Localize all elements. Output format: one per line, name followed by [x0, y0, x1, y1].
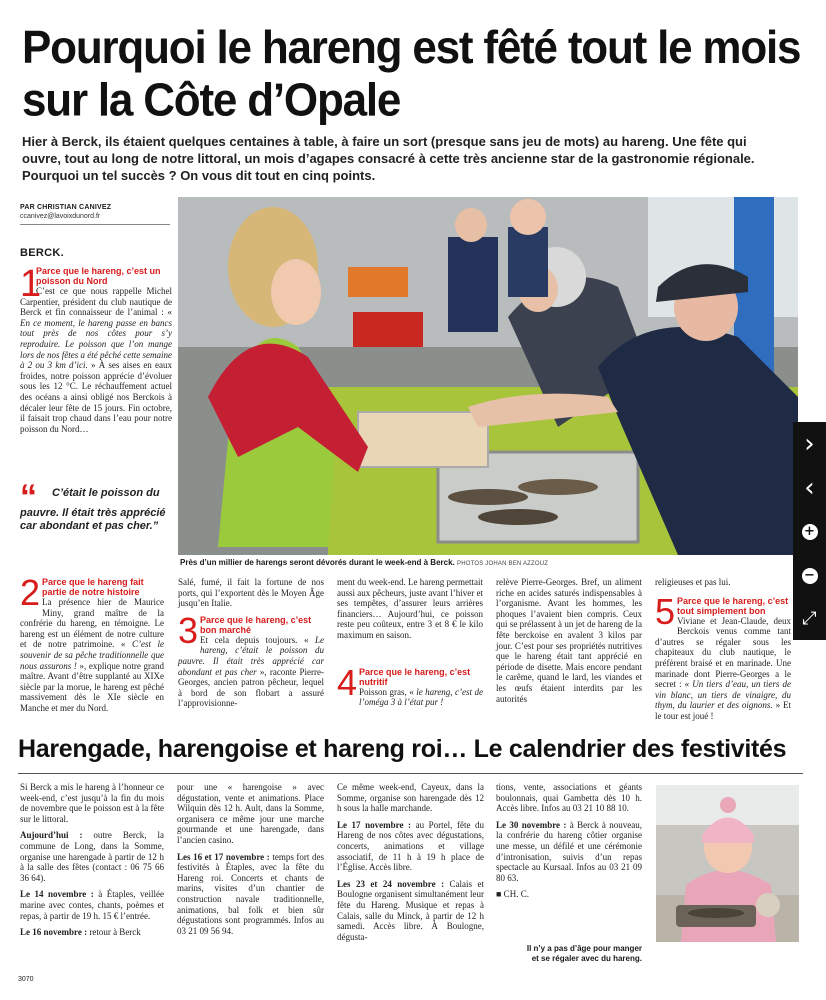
point-5	[655, 590, 792, 722]
viewer-toolbar	[793, 422, 826, 640]
calendar-entry-text: Ce même week-end, Cayeux, dans la Somme, organise son harengade dès 12 h sous la halle marchande.	[337, 782, 484, 814]
pull-quote-text: C’était le poisson du pauvre. Il était très apprécié car abondant et pas cher.”	[20, 487, 166, 532]
zoom-in-button[interactable]	[793, 514, 826, 550]
calendar-rule	[18, 773, 803, 774]
next-page-button[interactable]	[793, 426, 826, 462]
calendar-entry-text: pour une « harengoise » avec dégustation, vente et animations. Place Wilquin dès 12 h. Ault, dans la Somme, organisera ce même jour une marche gourmande et une harengade, dans l’ancien casino.	[177, 782, 324, 845]
calendar-entry	[20, 889, 164, 921]
point-2-number: 2	[20, 572, 41, 613]
byline-block	[20, 204, 170, 225]
calendar-entry	[177, 782, 324, 846]
point-4	[337, 661, 483, 708]
column-point-5	[655, 577, 791, 722]
dateline-location: BERCK.	[20, 247, 64, 259]
calendar-entry	[337, 782, 484, 814]
column-point-4	[337, 577, 483, 708]
author-email: ccanivez@lavoixdunord.fr	[20, 213, 101, 220]
calendar-column-2	[177, 782, 324, 942]
calendar-entry-text: retour à Berck	[87, 927, 141, 938]
column-4-text: relève Pierre-Georges. Bref, un aliment riche en acides saturés indispensables à l’organisme. Avant les hommes, les phoques l’avaient bien compris. Ceux qui se prélassent à un jet de hareng de la fête berckoise en avalent 3 kilos par jour. C’est pour ses propriétés nutritives que le hareng était tant apprécié en période de disette. Mais encore pendant le carême, quand le lard, les viandes et les œufs étaient interdits par les autorités	[496, 577, 642, 704]
page-number: 3070	[18, 976, 34, 983]
calendar-entry	[20, 782, 164, 824]
point-4-title: Parce que le hareng, c’est nutritif	[359, 666, 471, 687]
point-3-number: 3	[178, 609, 199, 651]
photo-caption-text: Près d’un millier de harengs seront dévorés durant le week-end à Berck.	[180, 558, 455, 567]
headline: Pourquoi le hareng est fêté tout le mois sur la Côte d’Opale	[22, 22, 801, 126]
column-2-text: Salé, fumé, il fait la fortune de nos ports, qui l’exportent dès le Moyen Âge jusqu’en Italie.	[178, 577, 324, 609]
point-1-text: C’est ce que nous rappelle Michel Carpentier, président du club nautique de Berck et fin connaisseur de l’animal : « En ce moment, le hareng passe en bancs tout près de nos côtes pour s’y reproduire. Le poisson que l’on mange lors de nos fêtes a été pêché cette semaine à 2 ou 3 km d’ici. » À ses aises en eaux froides, notre poisson apprécie d’évoluer sous les 12 °C. Le réchauffement actuel des océans a ainsi obligé nos Berckois à décaler leur fête de 15 jours. Fin octobre, il faisait trop chaud dans l’eau pour notre poisson du Nord…	[20, 286, 173, 434]
point-3-title: Parce que le hareng, c’est bon marché	[200, 614, 312, 635]
column-5-text: religieuses et pas lui.	[655, 577, 731, 587]
column-point-2	[20, 572, 164, 714]
calendar-entry-date: Le 16 novembre :	[20, 927, 88, 938]
column-point-3	[178, 577, 324, 709]
author-byline: PAR CHRISTIAN CANIVEZ	[20, 204, 112, 211]
point-5-text: Viviane et Jean-Claude, deux Berckois venus comme tant d’autres se régaler sous les chapiteaux du club nautique, le préfèrent braisé et en marinade. Une marinade dont Pierre-Georges a le secret : « Un tiers d’eau, un tiers de vin blanc, un tiers de vinaigre, du thym, du laurier et des oignons. » Et le tour est joué !	[655, 615, 792, 721]
chapo: Hier à Berck, ils étaient quelques centaines à table, à faire un sort (presque sans jeu de mots) au hareng. Une fête qui ouvre, tout au long de notre littoral, un mois d’agapes consacré à cette très ancienne star de la gastronomie régionale. Pourquoi un tel succès ? On vous dit tout en cinq points.	[22, 134, 755, 183]
calendar-entry-text: à Étaples, veillée marine avec contes, chants, poèmes et repas, à partir de 19 h. 15 € l’entrée.	[20, 889, 164, 921]
calendar-entry-date: Les 23 et 24 novembre :	[337, 878, 445, 889]
calendar-entry-date: Aujourd’hui :	[20, 830, 83, 841]
calendar-entry-text: tions, vente, associations et géants boulonnais, quai Gambetta dès 10 h. Accès libre. Infos au 03 21 10 88 10.	[496, 782, 642, 814]
calendar-entry-text: Si Berck a mis le hareng à l’honneur ce week-end, c’est jusqu’à la fin du mois de novembre que le poisson est à la fête sur le littoral.	[20, 782, 164, 824]
calendar-column-1	[20, 782, 164, 944]
calendar-entry-text: temps fort des festivités à Étaples, avec la fête du Hareng roi. Concerts et chants de marins, visites d’un chantier de construction navale traditionnelle, animations, bal folk et bien sûr dégustations sont programmés. Infos au 03 21 09 56 94.	[177, 851, 324, 936]
zoom-out-button[interactable]	[793, 558, 826, 594]
child-eating-herring-photo	[656, 785, 799, 942]
calendar-entry-text: outre Berck, la commune de Long, dans la Somme, organise une harengade à partir de 12 h à la salle des fêtes (contact : 06 75 66 36 64).	[20, 830, 164, 883]
fullscreen-icon: ⤢	[802, 607, 817, 629]
zoom-in-icon: +	[802, 524, 818, 540]
calendar-entry-date: Le 17 novembre :	[337, 819, 412, 830]
calendar-title: Harengade, harengoise et hareng roi… Le calendrier des festivités	[18, 735, 787, 763]
pull-quote	[20, 478, 175, 532]
fullscreen-button[interactable]	[793, 600, 826, 636]
quote-mark-icon: “	[20, 478, 37, 516]
calendar-entry	[177, 852, 324, 937]
column-4	[496, 577, 642, 704]
calendar-entry-text: Calais et Boulogne organisent simultanément leur fête du Hareng. Musique et repas à Calais, salle du Minck, à partir de 12 h samedi. Accès libre. À Boulogne, dégusta-	[337, 878, 484, 942]
previous-page-button[interactable]	[793, 470, 826, 506]
calendar-entry	[337, 820, 484, 873]
next-page-icon: ›	[804, 429, 815, 459]
calendar-entry	[337, 879, 484, 943]
point-4-text: Poisson gras, « le hareng, c’est de l’oméga 3 à l’état pur !	[359, 686, 483, 708]
calendar-entry-date: Le 14 novembre :	[20, 889, 94, 900]
point-2-title: Parce que le hareng fait partie de notre histoire	[42, 577, 144, 597]
calendar-entry	[20, 830, 164, 883]
calendar-column-3	[337, 782, 484, 948]
zoom-out-icon: −	[802, 568, 818, 584]
point-3-text: Et cela depuis toujours. « Le hareng, c’était le poisson du pauvre. Il était très apprécié car abondant et pas cher », raconte Pierre-Georges, ancien patron pêcheur, lequel à bord de son flobart a assuré l’approvisionne-	[178, 634, 325, 709]
photo-credit: PHOTOS JOHAN BEN AZZOUZ	[457, 561, 549, 567]
child-photo-caption: Il n’y a pas d’âge pour manger et se régaler avec du hareng.	[526, 944, 642, 963]
calendar-entry	[20, 927, 164, 938]
point-5-title: Parce que le hareng, c’est tout simplement bon	[677, 595, 789, 616]
previous-page-icon: ‹	[804, 473, 815, 503]
calendar-entry-date: Le 30 novembre :	[496, 819, 567, 830]
point-2-text: La présence hier de Maurice Miny, grand maître de la confrérie du hareng, en témoigne. Le hareng est un élément de notre culture et de notre patrimoine. « C’est le souvenir de sa pêche traditionnelle que nous assurons ! », explique notre grand maître. Avant d’être supplanté au XIXe siècle par la morue, le hareng est pêché massivement dès le XIe siècle en Manche et mer du Nord.	[20, 597, 164, 713]
point-1-number: 1	[20, 263, 42, 305]
calendar-entry-text: ■ CH. C.	[496, 889, 529, 900]
point-1	[20, 263, 173, 434]
child-photo	[656, 785, 799, 942]
point-3	[178, 609, 325, 709]
calendar-entry-date: Les 16 et 17 novembre :	[177, 851, 270, 862]
calendar-entry	[496, 889, 642, 900]
byline-rule	[20, 224, 170, 225]
calendar-entry-text: à Berck à nouveau, la confrérie du hareng côtier organise une messe, un défilé et une cérémonie d’intronisation, suivis d’un repas spectacle au Kursaal. Infos au 03 21 09 80 63.	[496, 819, 643, 883]
point-5-number: 5	[655, 590, 676, 632]
calendar-entry	[496, 782, 642, 814]
calendar-entry	[496, 820, 642, 884]
photo-caption	[180, 558, 790, 567]
column-3-text: ment du week-end. Le hareng permettait aussi aux pêcheurs, juste avant l’hiver et ses tempêtes, d’assurer leurs arrières financiers… Aujourd’hui, ce poisson reste peu coûteux, entre 3 et 8 € le kilo maximum en saison.	[337, 577, 483, 640]
point-4-number: 4	[337, 661, 358, 703]
herring-festival-photo	[178, 197, 798, 555]
main-photo	[178, 197, 798, 555]
point-1-title: Parce que le hareng, c’est un poisson du Nord	[36, 266, 161, 286]
calendar-column-4	[496, 782, 642, 906]
calendar-entry-text: au Portel, fête du Hareng de nos côtes avec dégustations, concerts, animations et village associatif, de 11 h à 19 h place de l’Église. Accès libre.	[337, 819, 484, 873]
